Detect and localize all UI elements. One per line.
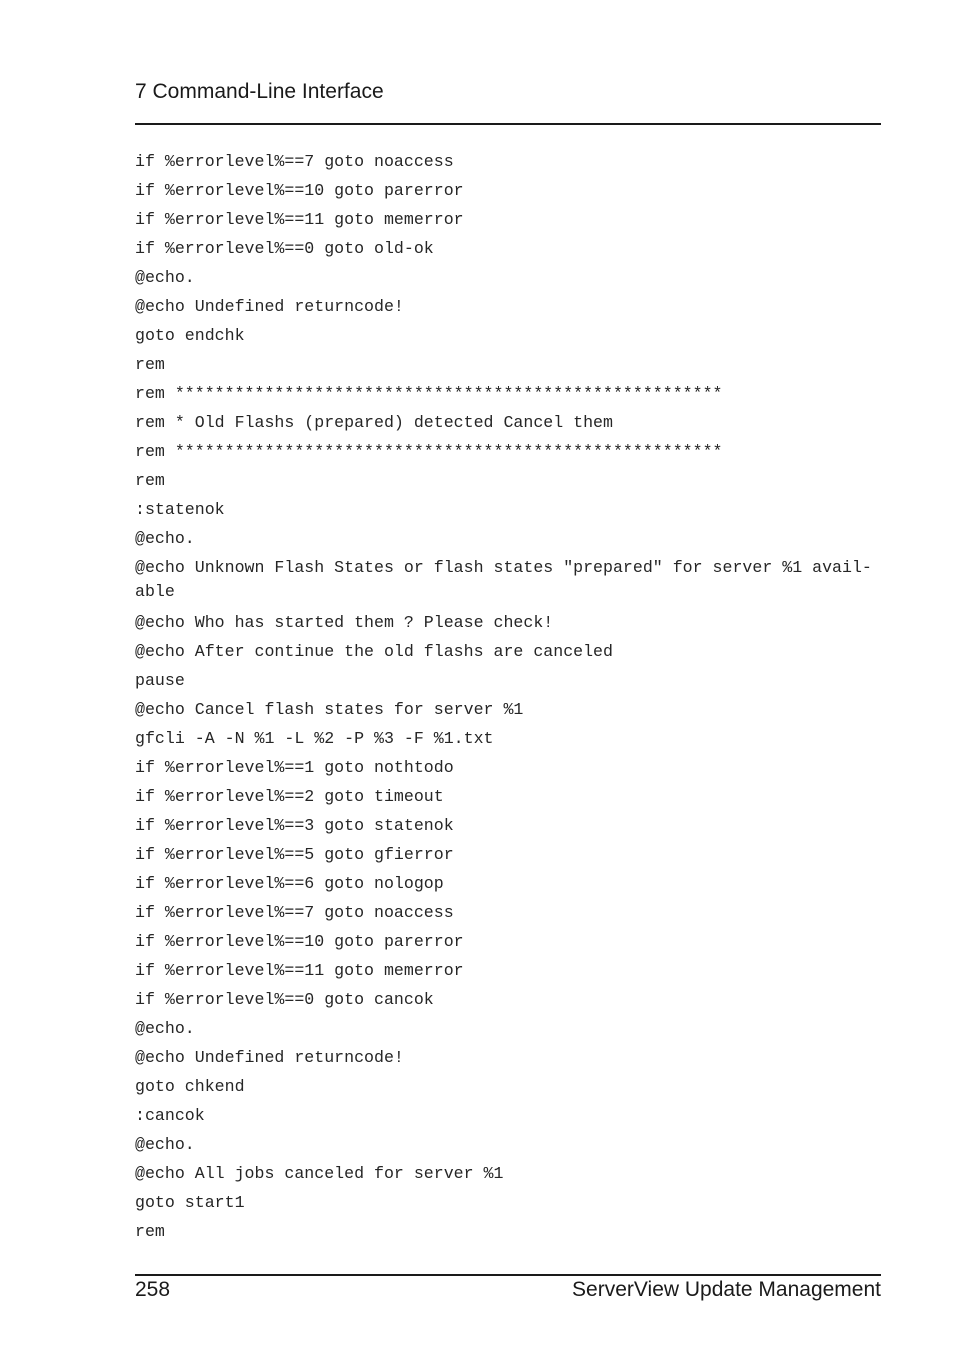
chapter-title: 7 Command-Line Interface (135, 80, 384, 103)
code-line: if %errorlevel%==5 goto gfierror (135, 845, 454, 864)
code-line: @echo Cancel flash states for server %1 (135, 700, 524, 719)
code-line: if %errorlevel%==7 goto noaccess (135, 903, 454, 922)
code-line: :statenok (135, 500, 225, 519)
code-line: if %errorlevel%==3 goto statenok (135, 816, 454, 835)
code-line: @echo. (135, 268, 195, 287)
code-line: if %errorlevel%==0 goto old-ok (135, 239, 434, 258)
header-rule (135, 123, 881, 125)
code-line: if %errorlevel%==0 goto cancok (135, 990, 434, 1009)
code-line: if %errorlevel%==11 goto memerror (135, 210, 464, 229)
code-line: @echo Undefined returncode! (135, 1048, 404, 1067)
code-line: pause (135, 671, 185, 690)
code-line: @echo Undefined returncode! (135, 297, 404, 316)
code-line: rem ******************************************************* (135, 442, 723, 461)
code-line: able (135, 582, 175, 601)
code-line: if %errorlevel%==10 goto parerror (135, 932, 464, 951)
footer-rule (135, 1274, 881, 1276)
code-line: if %errorlevel%==2 goto timeout (135, 787, 444, 806)
code-line: @echo. (135, 529, 195, 548)
code-line: goto chkend (135, 1077, 245, 1096)
code-line: gfcli -A -N %1 -L %2 -P %3 -F %1.txt (135, 729, 494, 748)
code-line: if %errorlevel%==11 goto memerror (135, 961, 464, 980)
code-line: rem (135, 1222, 165, 1241)
code-listing (135, 147, 905, 1246)
code-line: @echo Unknown Flash States or flash states "prepared" for server %1 avail- (135, 558, 872, 577)
code-line: rem (135, 471, 165, 490)
code-line: @echo Who has started them ? Please check! (135, 613, 554, 632)
code-line: rem ******************************************************* (135, 384, 723, 403)
code-line: :cancok (135, 1106, 205, 1125)
code-line: if %errorlevel%==10 goto parerror (135, 181, 464, 200)
code-line: @echo. (135, 1019, 195, 1038)
code-line: goto start1 (135, 1193, 245, 1212)
code-line: @echo After continue the old flashs are canceled (135, 642, 613, 661)
code-line: rem * Old Flashs (prepared) detected Cancel them (135, 413, 613, 432)
code-line: rem (135, 355, 165, 374)
code-line: goto endchk (135, 326, 245, 345)
code-line: @echo All jobs canceled for server %1 (135, 1164, 504, 1183)
code-line: if %errorlevel%==1 goto nothtodo (135, 758, 454, 777)
code-line: @echo. (135, 1135, 195, 1154)
code-line: if %errorlevel%==7 goto noaccess (135, 152, 454, 171)
code-line: if %errorlevel%==6 goto nologop (135, 874, 444, 893)
book-title: ServerView Update Management (572, 1278, 881, 1301)
page-number: 258 (135, 1278, 171, 1301)
